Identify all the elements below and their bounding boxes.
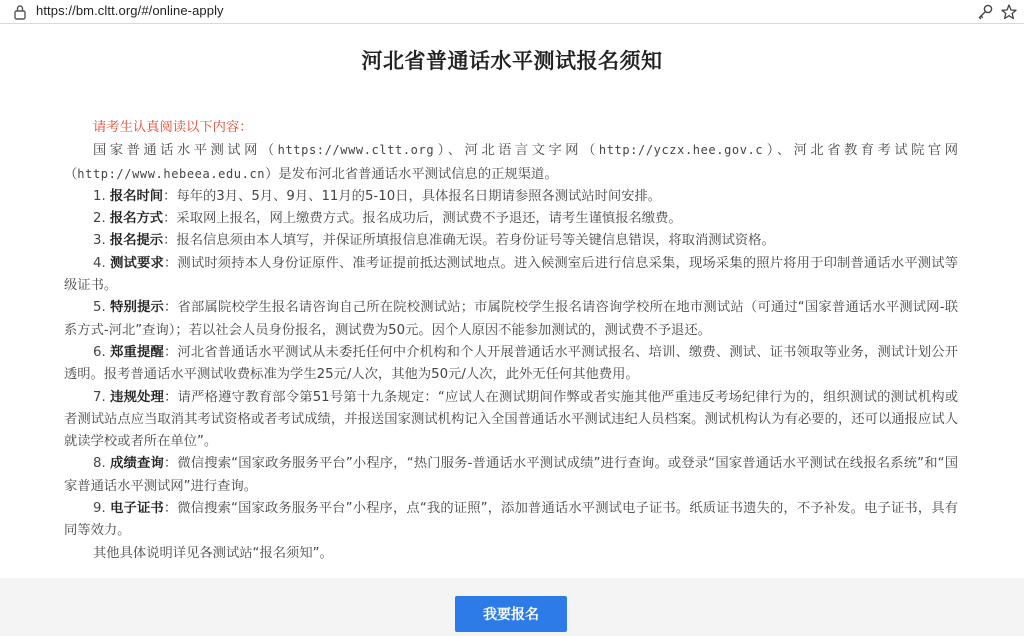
footer-bar xyxy=(0,578,1024,636)
item-label: 电子证书 xyxy=(110,501,164,517)
url-field[interactable]: https://bm.cltt.org/#/online-apply xyxy=(36,3,224,18)
item-text: ：微信搜索“国家政务服务平台”小程序，“热门服务-普通话水平测试成绩”进行查询。或登录“国家普通话水平测试在线报名系统”和“国家普通话水平测试网”进行查询。 xyxy=(64,456,958,494)
intro-text: ）、河北省教育考试院官网（ xyxy=(64,143,958,182)
item-text: ：测试时须持本人身份证原件、准考证提前抵达测试地点。进入候测室后进行信息采集，现场采集的照片将用于印制普通话水平测试等级证书。 xyxy=(64,255,959,294)
notice-heading: 请考生认真阅读以下内容： xyxy=(93,120,253,135)
item-number: 1. xyxy=(93,188,106,204)
item-label: 特别提示 xyxy=(110,300,165,316)
hebeea-url: http://www.hebeea.edu.cn xyxy=(77,166,266,181)
item-label: 测试要求 xyxy=(110,255,164,271)
item-text: ：请严格遵守教育部令第51号第十九条规定：“应试人在测试期间作弊或者实施其他严重违反考场纪律行为的，组织测试的测试机构或者测试站点应当取消其考试资格或者考试成绩，并报送国家测试机构记入全国普通话水平测试违纪人员档案。测试机构认为有必要的，还可以通报应试人就读学校或者所在单位”。 xyxy=(64,389,958,450)
item-number: 8. xyxy=(93,456,106,472)
item-number: 9. xyxy=(93,501,106,517)
item-label: 郑重提醒 xyxy=(110,344,164,360)
rule-item-2 xyxy=(64,208,958,230)
item-number: 2. xyxy=(93,211,106,227)
notice-content xyxy=(64,117,958,565)
item-number: 3. xyxy=(93,233,106,249)
page-title: 河北省普通话水平测试报名须知 xyxy=(361,49,663,73)
rule-item-5 xyxy=(64,297,958,342)
item-text: ：每年的3月、5月、9月、11月的5-10日，具体报名日期请参照各测试站时间安排。 xyxy=(163,188,662,204)
item-label: 报名提示 xyxy=(109,233,164,249)
rule-item-4 xyxy=(64,253,958,298)
rule-item-8 xyxy=(64,453,958,498)
item-text: ：河北省普通话水平测试从未委托任何中介机构和个人开展普通话水平测试报名、培训、缴费、测试、证书领取等业务，测试计划公开透明。报考普通话水平测试收费标准为学生25元/人次，其他为50元/人次，此外无任何其他费用。 xyxy=(64,344,959,383)
closing-note: 其他具体说明详见各测试站“报名须知”。 xyxy=(93,545,333,561)
item-number: 6. xyxy=(93,344,106,360)
item-text: ：报名信息须由本人填写，并保证所填报信息准确无误。若身份证号等关键信息错误，将取消测试资格。 xyxy=(163,233,775,249)
rule-item-3 xyxy=(64,230,958,252)
item-label: 违规处理 xyxy=(110,389,165,405)
item-text: ：省部属院校学生报名请咨询自己所在院校测试站；市属院校学生报名请咨询学校所在地市测试站（可通过“国家普通话水平测试网-联系方式-河北”查询）；若以社会人员身份报名，测试费为50元。因个人原因不能参加测试的，测试费不予退还。 xyxy=(64,300,958,338)
rule-item-9 xyxy=(64,498,958,543)
item-number: 5. xyxy=(93,300,106,316)
apply-button[interactable]: 我要报名 xyxy=(455,596,567,632)
key-icon[interactable] xyxy=(976,3,994,21)
rule-item-7 xyxy=(64,387,958,454)
rule-item-1 xyxy=(64,186,958,208)
lock-icon[interactable] xyxy=(13,4,27,20)
intro-text: ）是发布河北省普通话水平测试信息的正规渠道。 xyxy=(265,166,558,182)
intro-text: ）、河北语言文字网（ xyxy=(434,143,599,159)
item-label: 报名时间 xyxy=(109,188,164,204)
intro-paragraph xyxy=(64,139,958,186)
yczx-url: http://yczx.hee.gov.c xyxy=(598,143,764,158)
item-text: ：采取网上报名，网上缴费方式。报名成功后，测试费不予退还，请考生谨慎报名缴费。 xyxy=(163,211,682,227)
item-text: ：微信搜索“国家政务服务平台”小程序，点“我的证照”，添加普通话水平测试电子证书。纸质证书遗失的，不予补发。电子证书，具有同等效力。 xyxy=(64,501,959,539)
item-number: 7. xyxy=(93,389,106,405)
star-icon[interactable] xyxy=(1000,3,1018,21)
item-number: 4. xyxy=(93,255,106,271)
browser-address-bar xyxy=(0,0,1024,24)
item-label: 成绩查询 xyxy=(110,456,164,472)
cltt-url: https://www.cltt.org xyxy=(277,143,435,158)
intro-text: 国家普通话水平测试网（ xyxy=(93,143,278,159)
rule-item-6 xyxy=(64,342,958,387)
item-label: 报名方式 xyxy=(109,211,164,227)
